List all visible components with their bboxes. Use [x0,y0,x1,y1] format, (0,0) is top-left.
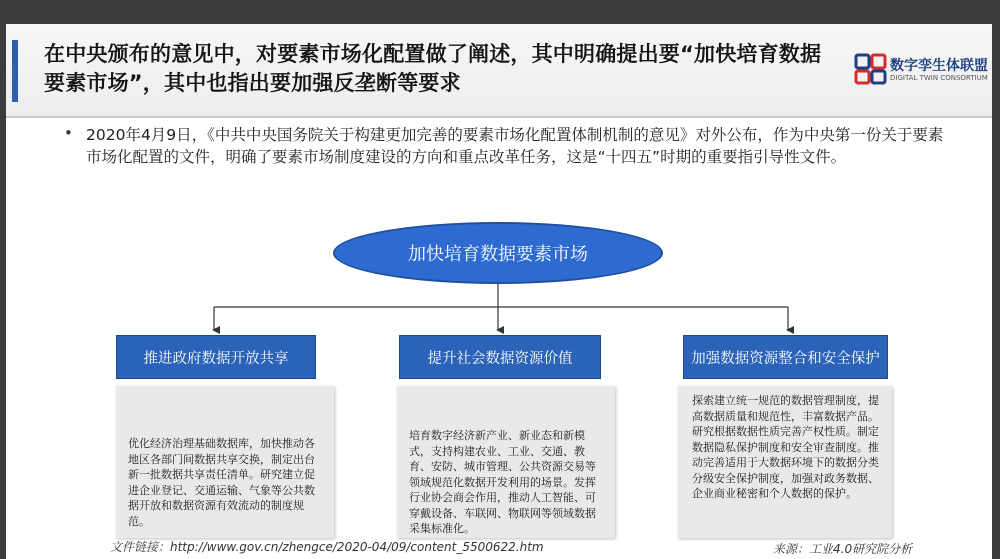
branch-1-label: 推进政府数据开放共享 [116,335,316,379]
branch-3-label: 加强数据资源整合和安全保护 [683,335,888,379]
branch-2-label: 提升社会数据资源价值 [399,335,601,379]
logo-name: 数字孪生体联盟 [890,58,988,74]
document-link: 文件链接：http://www.gov.cn/zhengce/2020-04/09/content_5500622.htm [110,540,544,554]
branch-2-description: 培育数字经济新产业、新业态和新模式，支持构建农业、工业、交通、教育、安防、城市管理、公共资源交易等领域规范化数据开发利用的场景。发挥行业协会商会作用，推动人工智能、可穿戴设备、车联网、物联网等领域数据采集标准化。 [397,386,615,538]
root-node: 加快培育数据要素市场 [333,222,663,284]
bullet-marker: • [64,124,73,142]
source-note: 来源：工业4.0研究院分析 [773,542,913,556]
branch-1-description: 优化经济治理基础数据库，加快推动各地区各部门间数据共享交换，制定出台新一批数据共享责任清单。研究建立促进企业登记、交通运输、气象等公共数据开放和数据资源有效流动的制度规范。 [116,386,334,538]
branch-3-description: 探索建立统一规范的数据管理制度，提高数据质量和规范性，丰富数据产品。研究根据数据性质完善产权性质。制定数据隐私保护制度和安全审查制度。推动完善适用于大数据环境下的数据分类分级安全保护制度，加强对政务数据、企业商业秘密和个人数据的保护。 [678,386,892,538]
logo-subtitle: DIGITAL TWIN CONSORTIUM [890,74,988,82]
page-title: 在中央颁布的意见中，对要素市场化配置做了阐述，其中明确提出要“加快培育数据要素市场”，其中也指出要加强反垄断等要求 [44,42,822,95]
intro-text: 2020年4月9日，《中共中央国务院关于构建更加完善的要素市场化配置体制机制的意见》对外公布，作为中央第一份关于要素市场化配置的文件，明确了要素市场制度建设的方向和重点改革任务，这是“十四五”时期的重要指引导性文件。 [86,126,944,166]
slide [6,24,992,559]
